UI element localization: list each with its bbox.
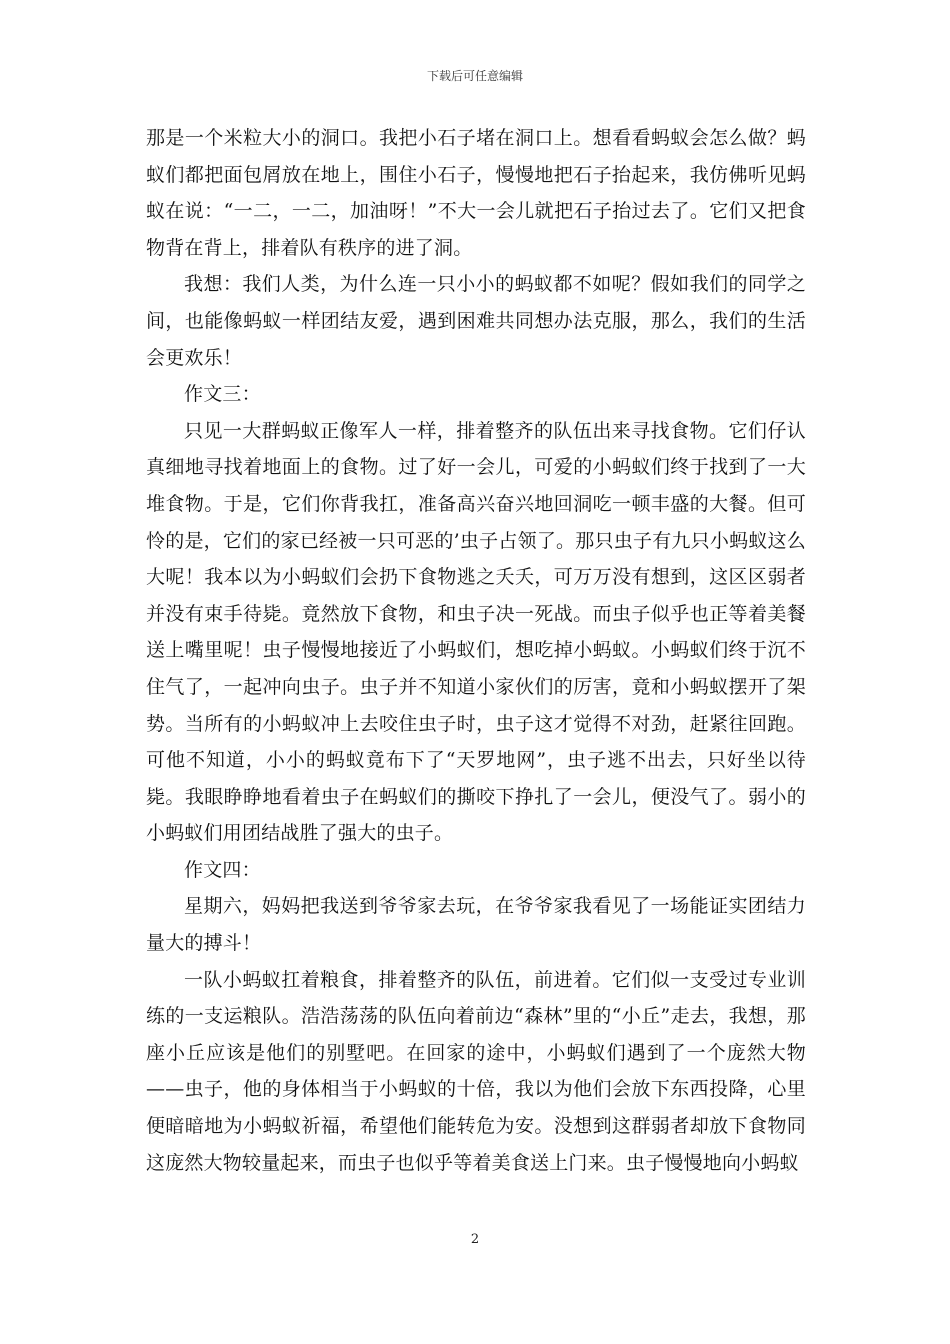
- paragraph-5: 一队小蚂蚁扛着粮食，排着整齐的队伍，前进着。它们似一支受过专业训练的一支运粮队。浩浩荡荡的队伍向着前边“森林”里的“小丘”走去，我想，那座小丘应该是他们的别墅吧。在回家的途中，小蚂蚁们遇到了一个庞然大物——虫子，他的身体相当于小蚂蚁的十倍，我以为他们会放下东西投降，心里便暗暗地为小蚂蚁祈福，希望他们能转危为安。没想到这群弱者却放下食物同这庞然大物较量起来，而虫子也似乎等着美食送上门来。虫子慢慢地向小蚂蚁: [146, 968, 806, 1174]
- document-body: [146, 120, 806, 1181]
- paragraph-1: 那是一个米粒大小的洞口。我把小石子堵在洞口上。想看看蚂蚁会怎么做？蚂蚁们都把面包屑放在地上，围住小石子，慢慢地把石子抬起来，我仿佛听见蚂蚁在说：“一二，一二，加油呀！”不大一会儿就把石子抬过去了。它们又把食物背在背上，排着队有秩序的进了洞。: [146, 127, 806, 259]
- page-number: 2: [470, 1232, 480, 1247]
- section-heading-essay-3: 作文三：: [184, 383, 261, 406]
- paragraph-2: 我想：我们人类，为什么连一只小小的蚂蚁都不如呢？假如我们的同学之间，也能像蚂蚁一样团结友爱，遇到困难共同想办法克服，那么，我们的生活会更欢乐！: [146, 273, 806, 369]
- paragraph-4: 星期六，妈妈把我送到爷爷家去玩，在爷爷家我看见了一场能证实团结力量大的搏斗！: [146, 895, 806, 955]
- paragraph-3: 只见一大群蚂蚁正像军人一样，排着整齐的队伍出来寻找食物。它们仔认真细地寻找着地面上的食物。过了好一会儿，可爱的小蚂蚁们终于找到了一大堆食物。于是，它们你背我扛，准备高兴奋兴地回洞吃一顿丰盛的大餐。但可怜的是，它们的家已经被一只可恶的’虫子占领了。那只虫子有九只小蚂蚁这么大呢！我本以为小蚂蚁们会扔下食物逃之夭夭，可万万没有想到，这区区弱者并没有束手待毙。竟然放下食物，和虫子决一死战。而虫子似乎也正等着美餐送上嘴里呢！虫子慢慢地接近了小蚂蚁们，想吃掉小蚂蚁。小蚂蚁们终于沉不住气了，一起冲向虫子。虫子并不知道小家伙们的厉害，竟和小蚂蚁摆开了架势。当所有的小蚂蚁冲上去咬住虫子时，虫子这才觉得不对劲，赶紧往回跑。可他不知道，小小的蚂蚁竟布下了“天罗地网”，虫子逃不出去，只好坐以待毙。我眼睁睁地看着虫子在蚂蚁们的撕咬下挣扎了一会儿，便没气了。弱小的小蚂蚁们用团结战胜了强大的虫子。: [146, 419, 806, 845]
- page-header: 下载后可任意编辑: [426, 69, 523, 83]
- section-heading-essay-4: 作文四：: [184, 858, 261, 881]
